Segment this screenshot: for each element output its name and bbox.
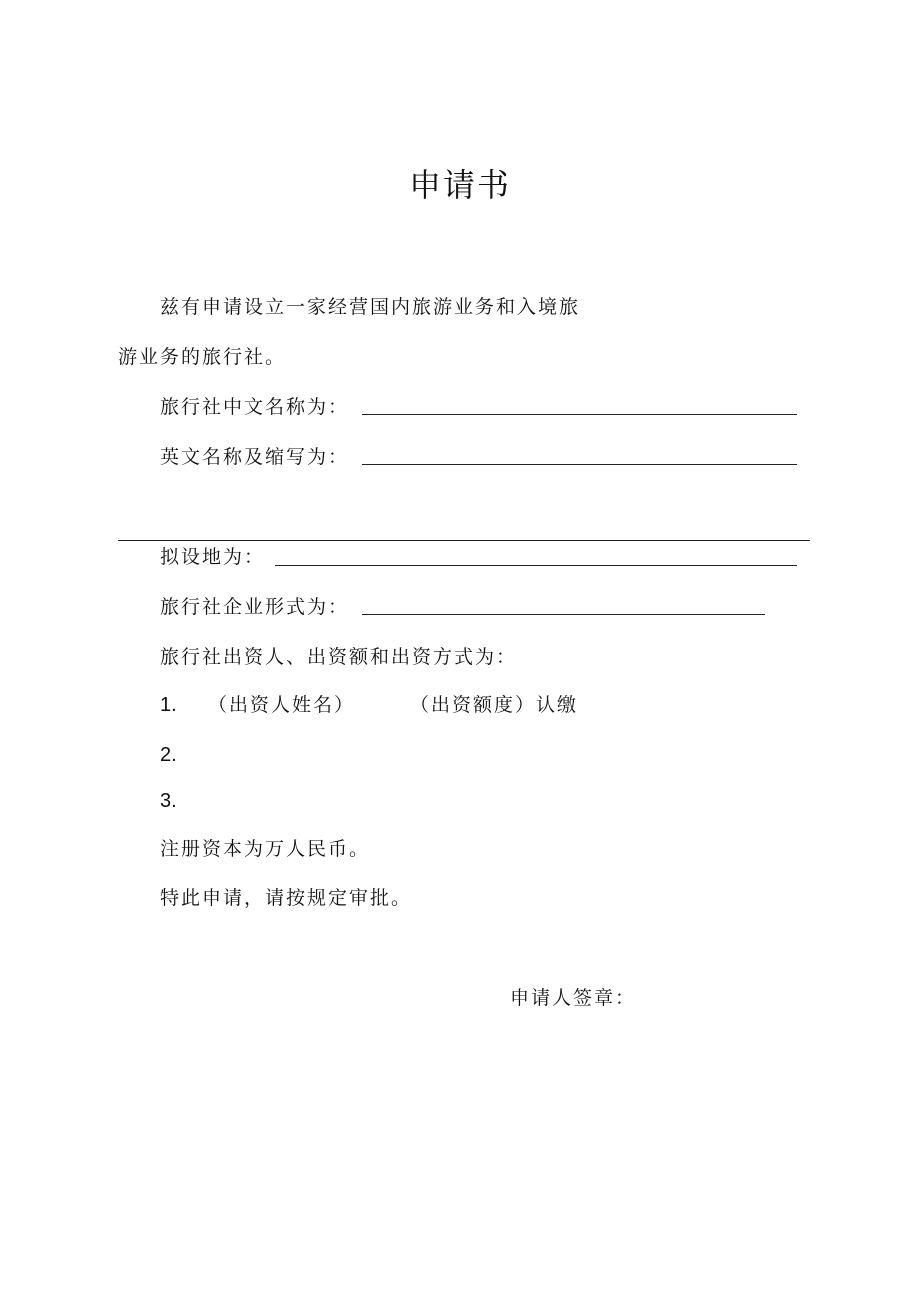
field-label-enterprise-form: 旅行社企业形式为： [160,596,350,618]
request-statement: 特此申请，请按规定审批。 [160,887,413,909]
investors-heading: 旅行社出资人、出资额和出资方式为： [160,646,518,668]
investor-item-2-number: 2. [160,744,177,766]
field-label-chinese-name: 旅行社中文名称为： [160,396,350,418]
location-blank-line[interactable] [275,565,797,566]
english-name-continuation-blank-line[interactable] [118,540,810,541]
field-label-english-name: 英文名称及缩写为： [160,446,350,468]
investor-item-1-number: 1. [160,694,177,716]
registered-capital-line: 注册资本为万人民币。 [160,838,371,860]
investor-item-1-name-hint: （出资人姓名） [208,694,356,716]
field-label-location: 拟设地为： [160,546,266,568]
intro-text-line1: 兹有申请设立一家经营国内旅游业务和入境旅 [160,296,581,318]
chinese-name-blank-line[interactable] [362,414,797,415]
investor-item-1-amount-hint: （出资额度）认缴 [410,694,579,716]
enterprise-form-blank-line[interactable] [362,614,765,615]
intro-text-line2: 游业务的旅行社。 [118,346,287,368]
english-name-blank-line[interactable] [362,464,797,465]
applicant-signature-label: 申请人签章： [510,987,637,1009]
document-title: 申请书 [408,166,511,204]
investor-item-3-number: 3. [160,790,177,812]
